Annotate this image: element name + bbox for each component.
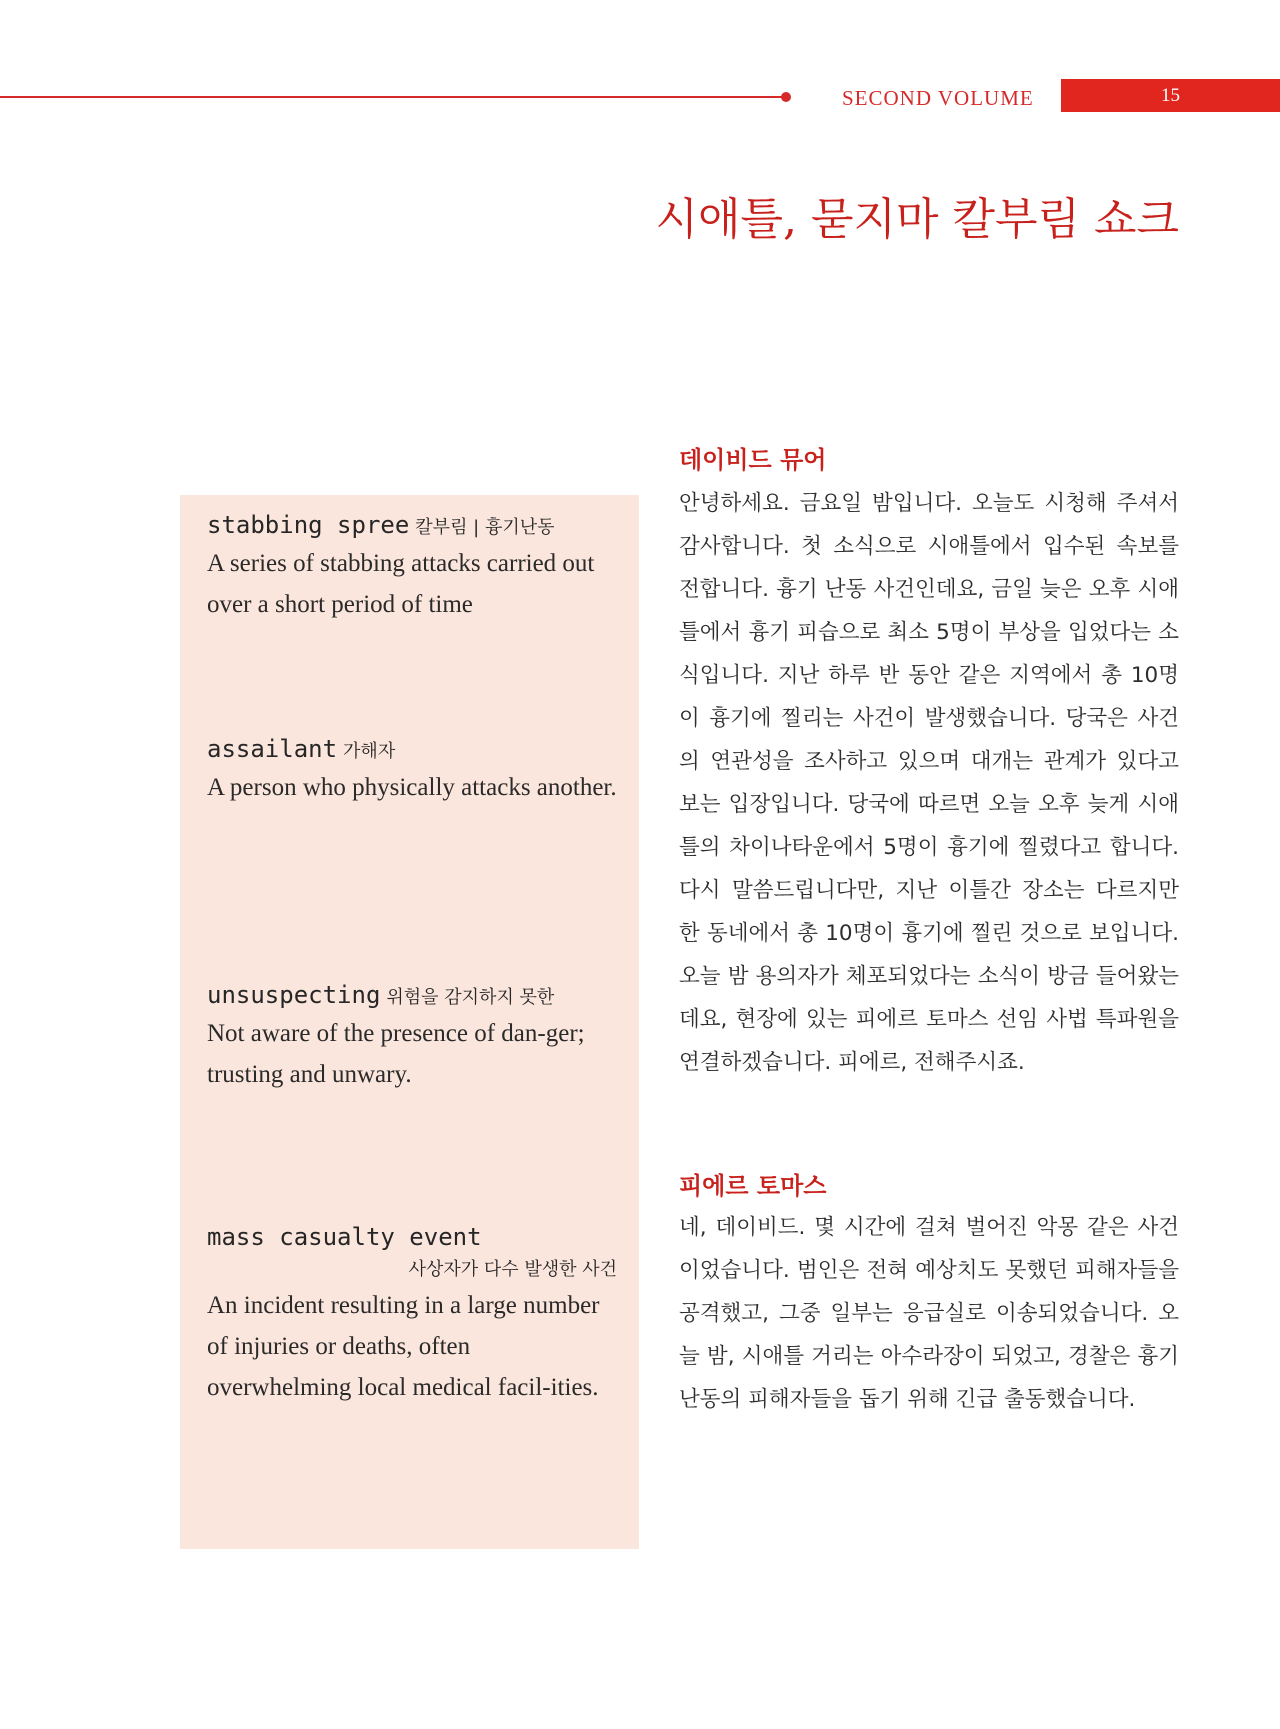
vocab-term-line — [207, 1223, 617, 1251]
vocab-entry — [207, 511, 617, 625]
vocab-term: assailant — [207, 735, 338, 763]
vocab-term-korean: 위험을 감지하지 못한 — [386, 987, 555, 1008]
vocabulary-panel — [180, 495, 639, 1549]
transcript-paragraph: 안녕하세요. 금요일 밤입니다. 오늘도 시청해 주셔서 감사합니다. 첫 소식으로 시애틀에서 입수된 속보를 전합니다. 흉기 난동 사건인데요, 금일 늦은 오후 시애틀에서 흉기 피습으로 최소 5명이 부상을 입었다는 소식입니다. 지난 하루 반 동안 같은 지역에서 총 10명이 흉기에 찔리는 사건이 발생했습니다. 당국은 사건의 연관성을 조사하고 있으며 대개는 관계가 있다고 보는 입장입니다. 당국에 따르면 오늘 오후 늦게 시애틀의 차이나타운에서 5명이 흉기에 찔렸다고 합니다. 다시 말씀드립니다만, 지난 이틀간 장소는 다르지만 한 동네에서 총 10명이 흉기에 찔린 것으로 보입니다. 오늘 밤 용의자가 체포되었다는 소식이 방금 들어왔는데요, 현장에 있는 피에르 토마스 선임 사법 특파원을 연결하겠습니다. 피에르, 전해주시죠. — [679, 491, 1179, 1075]
transcript-paragraph: 네, 데이비드. 몇 시간에 걸쳐 벌어진 악몽 같은 사건이었습니다. 범인은 전혀 예상치도 못했던 피해자들을 공격했고, 그중 일부는 응급실로 이송되었습니다. 오늘 밤, 시애틀 거리는 아수라장이 되었고, 경찰은 흉기 난동의 피해자들을 돕기 위해 긴급 출동했습니다. — [679, 1215, 1179, 1412]
vocab-term-korean: 사상자가 다수 발생한 사건 — [408, 1259, 617, 1280]
vocab-term: stabbing spree — [207, 511, 410, 539]
vocab-entry — [207, 735, 617, 808]
vocab-term: unsuspecting — [207, 981, 381, 1009]
header-rule-dot — [781, 92, 791, 102]
volume-label: SECOND VOLUME — [842, 86, 1034, 110]
vocab-term-korean: 칼부림 | 흉기난동 — [415, 517, 555, 538]
page-number-tab — [1061, 79, 1280, 112]
vocab-term-line — [207, 735, 617, 763]
vocab-definition: A series of stabbing attacks carried out over a short period of time — [207, 550, 595, 618]
vocab-definition: An incident resulting in a large number of injuries or deaths, often overwhelming local medical facil-ities. — [207, 1292, 600, 1401]
vocab-definition: A person who physically attacks another. — [207, 774, 617, 801]
speaker-name: 데이비드 뮤어 — [679, 446, 827, 474]
page-title: 시애틀, 묻지마 칼부림 쇼크 — [655, 194, 1179, 245]
page-number: 15 — [1161, 84, 1180, 106]
header-rule — [0, 96, 786, 98]
vocab-term-line — [207, 511, 617, 539]
vocab-entry — [207, 1223, 617, 1408]
speaker-name: 피에르 토마스 — [679, 1172, 827, 1200]
vocab-term-korean: 가해자 — [343, 741, 396, 762]
vocab-definition: Not aware of the presence of dan-ger; trusting and unwary. — [207, 1020, 585, 1088]
vocab-entry — [207, 981, 617, 1095]
vocab-term-line — [207, 981, 617, 1009]
vocab-term: mass casualty event — [207, 1223, 482, 1251]
